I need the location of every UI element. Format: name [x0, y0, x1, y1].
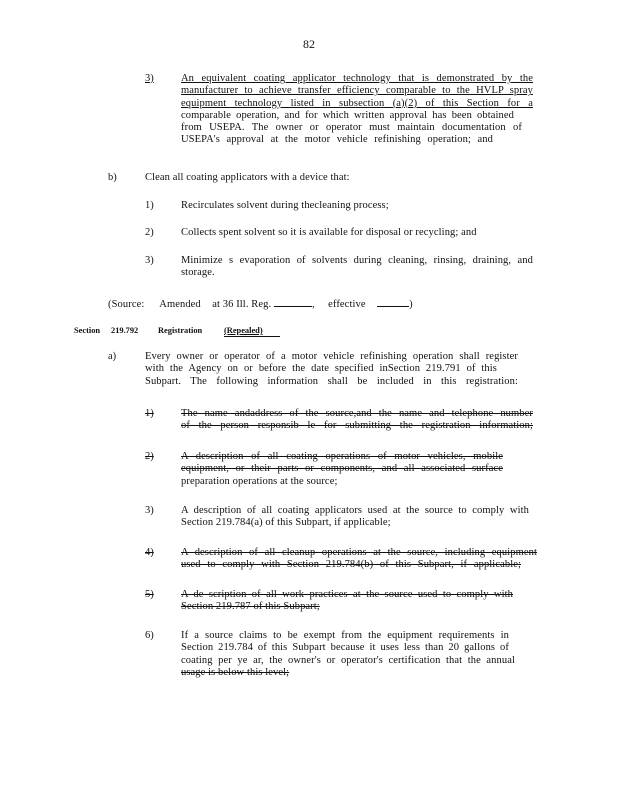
reg-item-2-label: 2): [145, 451, 154, 462]
item-a3-line-2: manufacturer to achieve transfer efficiency comparable to the HVLP spray: [181, 85, 533, 97]
item-a3-line-6: USEPA's approval at the motor vehicle refinishing operation; and: [181, 134, 493, 146]
item-b1-text: Recirculates solvent during thecleaning process;: [181, 200, 389, 211]
page-number: 82: [303, 37, 315, 51]
register-blank: [274, 297, 312, 307]
item-b3-line-2: storage.: [181, 267, 215, 279]
source-note-open: (Source:: [108, 299, 145, 310]
item-a-line-3: Subpart. The following information shall be included in this registration:: [145, 375, 518, 387]
item-b1-label: 1): [145, 200, 154, 211]
reg-item-6-line-4: usage is below this level;: [181, 666, 290, 678]
item-b3-line-1: Minimize s evaporation of solvents during cleaning, rinsing, draining, and: [181, 255, 533, 266]
source-note-comma: ,: [311, 299, 315, 310]
reg-item-2-line-2: equipment, or their parts or components, and all associated surface: [181, 463, 503, 475]
item-a3-label: 3): [145, 73, 154, 84]
item-a3-text: [181, 73, 533, 147]
source-note-amended: Amended: [159, 299, 201, 310]
item-a-line-1: Every owner or operator of a motor vehicle refinishing operation shall register: [145, 351, 518, 362]
reg-item-1-text: [181, 408, 533, 433]
section-repealed-underline: [224, 336, 280, 337]
section-word: Section: [74, 326, 101, 335]
item-a3-line-3: equipment technology listed in subsection (a)(2) of this Section for a: [181, 97, 533, 109]
item-b-label: b): [108, 172, 117, 183]
source-note-effective: effective: [328, 299, 366, 310]
item-b3-label: 3): [145, 255, 154, 266]
effective-blank: [377, 297, 409, 307]
reg-item-1-line-1: The name andaddress of the source,and the name and telephone number: [181, 408, 533, 419]
reg-item-6-line-3: coating per ye ar, the owner's or operator's certification that the annual: [181, 654, 515, 666]
reg-item-3-text: [181, 505, 529, 530]
section-title: Registration: [158, 326, 203, 335]
reg-item-4-line-1: A description of all cleanup operations at the source, including equipment: [181, 547, 537, 558]
reg-item-6-label: 6): [145, 630, 154, 641]
reg-item-6-text: [181, 630, 515, 679]
reg-item-3-line-2: Section 219.784(a) of this Subpart, if applicable;: [181, 517, 391, 529]
item-b2-label: 2): [145, 227, 154, 238]
item-a3-line-5: from USEPA. The owner or operator must maintain documentation of: [181, 122, 522, 134]
source-note-register: at 36 Ill. Reg.: [212, 299, 272, 310]
reg-item-2-text: [181, 451, 503, 488]
reg-item-3-label: 3): [145, 505, 154, 516]
item-a-line-2: with the Agency on or before the date specified inSection 219.791 of this: [145, 363, 497, 375]
reg-item-4-text: [181, 547, 537, 572]
section-number: 219.792: [111, 326, 139, 335]
item-a3-line-1: An equivalent coating applicator technology that is demonstrated by the: [181, 73, 533, 84]
item-b3-text: [181, 255, 533, 280]
item-b-text: Clean all coating applicators with a device that:: [145, 172, 350, 183]
reg-item-6-line-1: If a source claims to be exempt from the equipment requirements in: [181, 630, 509, 641]
source-note-close: ): [409, 299, 413, 310]
item-a3-line-4: comparable operation, and for which written approval has been obtained: [181, 109, 514, 121]
item-a-text: [145, 351, 518, 388]
section-repealed: (Repealed): [224, 326, 263, 335]
item-a-label: a): [108, 351, 117, 362]
reg-item-1-line-2: of the person responsib le for submitting the registration information;: [181, 420, 533, 432]
reg-item-2-line-1: A description of all coating operations of motor vehicles, mobile: [181, 451, 503, 462]
reg-item-2-line-3: preparation operations at the source;: [181, 475, 338, 487]
source-note: [108, 297, 413, 311]
reg-item-1-label: 1): [145, 408, 154, 419]
reg-item-5-text: [181, 589, 513, 614]
reg-item-6-line-2: Section 219.784 of this Subpart because it uses less than 20 gallons of: [181, 642, 509, 654]
reg-item-3-line-1: A description of all coating applicators used at the source to comply with: [181, 505, 529, 516]
reg-item-5-line-2: Section 219.787 of this Subpart;: [181, 601, 320, 613]
reg-item-5-line-1: A de scription of all work practices at the source used to comply with: [181, 589, 513, 600]
item-b2-text: Collects spent solvent so it is available for disposal or recycling; and: [181, 227, 477, 238]
reg-item-5-label: 5): [145, 589, 154, 600]
reg-item-4-line-2: used to comply with Section 219.784(b) of this Subpart, if applicable;: [181, 559, 521, 571]
reg-item-4-label: 4): [145, 547, 154, 558]
